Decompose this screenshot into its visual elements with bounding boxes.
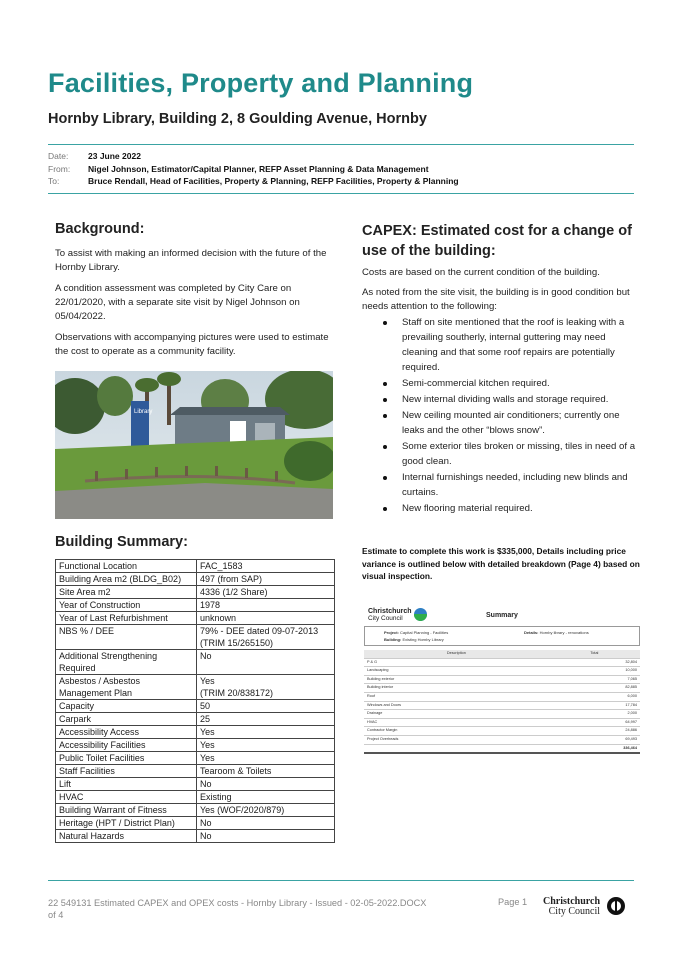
- summary-value: Yes: [197, 752, 335, 765]
- summary-key: Building Warrant of Fitness: [56, 804, 197, 817]
- mini-row-value: 64,997: [549, 718, 640, 727]
- memo-value: 23 June 2022: [88, 151, 141, 161]
- mini-report-project: [384, 630, 448, 643]
- summary-value: Yes (WOF/2020/879): [197, 804, 335, 817]
- summary-value: 497 (from SAP): [197, 573, 335, 586]
- estimate-summary: Estimate to complete this work is $335,000, Details including price variance is outlined below with detailed breakdown (Page 4) based on visual inspection.: [362, 546, 640, 581]
- mini-table-row: [364, 727, 640, 736]
- summary-row: [56, 726, 335, 739]
- summary-row: [56, 830, 335, 843]
- capex-intro: As noted from the site visit, the building is in good condition but needs attention to the following:: [362, 287, 630, 312]
- mini-row-description: HVAC: [364, 718, 549, 727]
- cost-summary-report-image: [362, 602, 642, 754]
- memo-to-row: [48, 175, 459, 188]
- mini-table-row: [364, 675, 640, 684]
- summary-key: Carpark: [56, 713, 197, 726]
- mini-row-value: 32,804: [549, 658, 640, 667]
- footer-divider: [48, 880, 634, 881]
- background-paragraph: Observations with accompanying pictures were used to estimate the cost to operate as a community facility.: [55, 332, 329, 357]
- summary-row: [56, 573, 335, 586]
- summary-row: [56, 739, 335, 752]
- background-paragraph: A condition assessment was completed by City Care on 22/01/2020, with a separate site visit by Nigel Johnson on 05/04/2022.: [55, 283, 300, 322]
- memo-date-row: [48, 150, 459, 163]
- summary-row: [56, 765, 335, 778]
- background-heading: Background:: [55, 221, 145, 237]
- summary-key: Year of Last Refurbishment: [56, 612, 197, 625]
- summary-value: No: [197, 830, 335, 843]
- mini-report-table: [364, 650, 640, 754]
- summary-key: Site Area m2: [56, 586, 197, 599]
- summary-value: Tearoom & Toilets: [197, 765, 335, 778]
- mini-table-row: [364, 684, 640, 693]
- mini-row-description: Contractor Margin: [364, 727, 549, 736]
- summary-key: Year of Construction: [56, 599, 197, 612]
- mini-row-value: 10,000: [549, 667, 640, 676]
- project-value: Capital Planning - Facilities: [400, 630, 449, 635]
- mini-row-value: 24,886: [549, 727, 640, 736]
- summary-row: [56, 700, 335, 713]
- library-photo: [55, 371, 333, 519]
- page-title: Facilities, Property and Planning: [48, 68, 474, 98]
- summary-key: Functional Location: [56, 560, 197, 573]
- summary-value: FAC_1583: [197, 560, 335, 573]
- mini-col-description: Description: [364, 650, 549, 658]
- building-summary-table: [55, 559, 335, 843]
- summary-key: HVAC: [56, 791, 197, 804]
- memo-value: Bruce Rendall, Head of Facilities, Property & Planning, REFP Facilities, Property & Planning: [88, 176, 459, 186]
- memo-label: Date:: [48, 151, 69, 161]
- capex-bullet-list: [362, 315, 642, 516]
- capex-bullet: New flooring material required.: [362, 501, 642, 516]
- summary-key: Public Toilet Facilities: [56, 752, 197, 765]
- mini-row-description: Drainage: [364, 710, 549, 719]
- capex-bullet: Staff on site mentioned that the roof is leaking with a prevailing southerly, internal guttering may need cleaning and that some roof repairs are potentially required.: [362, 315, 642, 375]
- summary-value: Yes: [197, 739, 335, 752]
- building-summary-heading: Building Summary:: [55, 534, 188, 550]
- summary-key: Lift: [56, 778, 197, 791]
- summary-key: Staff Facilities: [56, 765, 197, 778]
- summary-value: unknown: [197, 612, 335, 625]
- summary-value: 4336 (1/2 Share): [197, 586, 335, 599]
- page-subtitle: Hornby Library, Building 2, 8 Goulding Avenue, Hornby: [48, 111, 427, 127]
- building-label: Building:: [384, 636, 402, 642]
- summary-key: Accessibility Facilities: [56, 739, 197, 752]
- summary-row: [56, 752, 335, 765]
- mini-row-description: Building exterior: [364, 675, 549, 684]
- mini-logo-line2: City Council: [368, 615, 403, 622]
- mini-total-value: 336,464: [549, 744, 640, 753]
- summary-value: Existing: [197, 791, 335, 804]
- details-label: Details:: [524, 630, 539, 635]
- details-value: Hornby library - renovations: [539, 630, 589, 635]
- mini-table-row: [364, 658, 640, 667]
- summary-value: 50: [197, 700, 335, 713]
- mini-table-header: [364, 650, 640, 658]
- capex-bullet: New internal dividing walls and storage required.: [362, 392, 642, 407]
- library-photo-illustration: [55, 371, 333, 519]
- summary-key: Asbestos / Asbestos Management Plan: [56, 675, 197, 700]
- footer-council-logo: [543, 897, 600, 917]
- summary-row: [56, 650, 335, 675]
- summary-row: [56, 599, 335, 612]
- mini-row-description: Roof: [364, 692, 549, 701]
- summary-value: No: [197, 650, 335, 675]
- footer-page-of: of 4: [48, 910, 64, 920]
- mini-table-total-row: [364, 744, 640, 753]
- capex-bullet: Some exterior tiles broken or missing, tiles in need of a good clean.: [362, 439, 642, 469]
- summary-value: Yes (TRIM 20/838172): [197, 675, 335, 700]
- mini-table-row: [364, 710, 640, 719]
- summary-row: [56, 675, 335, 700]
- project-label: Project:: [384, 630, 399, 635]
- summary-value: No: [197, 778, 335, 791]
- mini-row-value: 82,885: [549, 684, 640, 693]
- summary-value: No: [197, 817, 335, 830]
- summary-row: [56, 791, 335, 804]
- background-paragraph: To assist with making an informed decision with the future of the Hornby Library.: [55, 248, 327, 273]
- mini-row-description: P & G: [364, 658, 549, 667]
- mini-table-row: [364, 735, 640, 744]
- memo-from-row: [48, 163, 459, 176]
- council-emblem-icon: [607, 897, 625, 915]
- footer-doc-ref: [48, 897, 438, 921]
- summary-key: Natural Hazards: [56, 830, 197, 843]
- capex-bullet: Semi-commercial kitchen required.: [362, 376, 642, 391]
- memo-label: From:: [48, 163, 71, 174]
- summary-value: 25: [197, 713, 335, 726]
- summary-row: [56, 817, 335, 830]
- summary-value: 1978: [197, 599, 335, 612]
- summary-row: [56, 612, 335, 625]
- mini-report-title: Summary: [486, 612, 518, 619]
- summary-row: [56, 778, 335, 791]
- summary-row: [56, 625, 335, 650]
- memo-divider: [48, 193, 634, 194]
- mini-row-description: Windows and Doors: [364, 701, 549, 710]
- summary-key: Capacity: [56, 700, 197, 713]
- summary-row: [56, 586, 335, 599]
- mini-row-value: 7,065: [549, 675, 640, 684]
- mini-logo-line1: Christchurch: [368, 608, 412, 615]
- capex-body: [362, 266, 642, 517]
- footer-logo-line1: Christchurch: [543, 896, 601, 907]
- header-divider: [48, 144, 634, 145]
- mini-table-row: [364, 701, 640, 710]
- summary-key: Additional Strengthening Required: [56, 650, 197, 675]
- summary-key: Heritage (HPT / District Plan): [56, 817, 197, 830]
- mini-row-value: 2,000: [549, 710, 640, 719]
- mini-total-spacer: [364, 744, 549, 753]
- library-sign-text: Library: [134, 409, 153, 415]
- summary-key: Accessibility Access: [56, 726, 197, 739]
- mini-row-description: Building interior: [364, 684, 549, 693]
- mini-row-description: Project Overheads: [364, 735, 549, 744]
- memo-label: To:: [48, 176, 60, 186]
- summary-key: Building Area m2 (BLDG_B02): [56, 573, 197, 586]
- background-body: [55, 247, 330, 366]
- capex-intro: Costs are based on the current condition of the building.: [362, 267, 600, 278]
- mini-table-row: [364, 667, 640, 676]
- footer-doc-name: 22 549131 Estimated CAPEX and OPEX costs - Hornby Library - Issued - 02-05-2022.DOCX: [48, 898, 427, 908]
- mini-row-value: 6,000: [549, 692, 640, 701]
- council-logo-icon: [414, 608, 427, 621]
- capex-bullet: New ceiling mounted air conditioners; currently one leaks and the other “blows snow”.: [362, 408, 642, 438]
- summary-row: [56, 560, 335, 573]
- capex-heading: CAPEX: Estimated cost for a change of use of the building:: [362, 223, 632, 259]
- mini-row-value: 17,784: [549, 701, 640, 710]
- memo-value: Nigel Johnson, Estimator/Capital Planner, REFP Asset Planning & Data Management: [88, 163, 429, 174]
- mini-report-logo: [368, 608, 412, 622]
- summary-row: [56, 713, 335, 726]
- summary-value: 79% - DEE dated 09-07-2013 (TRIM 15/265150): [197, 625, 335, 650]
- capex-bullet: Internal furnishings needed, including new blinds and curtains.: [362, 470, 642, 500]
- building-value: Existing Hornby Library: [402, 636, 444, 642]
- mini-report-details: [524, 630, 589, 635]
- mini-row-description: Landscaping: [364, 667, 549, 676]
- footer-logo-line2: City Council: [548, 906, 601, 917]
- mini-row-value: 69,493: [549, 735, 640, 744]
- footer-page-number: Page 1: [498, 897, 528, 907]
- summary-row: [56, 804, 335, 817]
- summary-key: NBS % / DEE: [56, 625, 197, 650]
- memo-block: [48, 150, 459, 188]
- mini-table-row: [364, 718, 640, 727]
- mini-table-row: [364, 692, 640, 701]
- summary-value: Yes: [197, 726, 335, 739]
- mini-col-total: Total: [549, 650, 640, 658]
